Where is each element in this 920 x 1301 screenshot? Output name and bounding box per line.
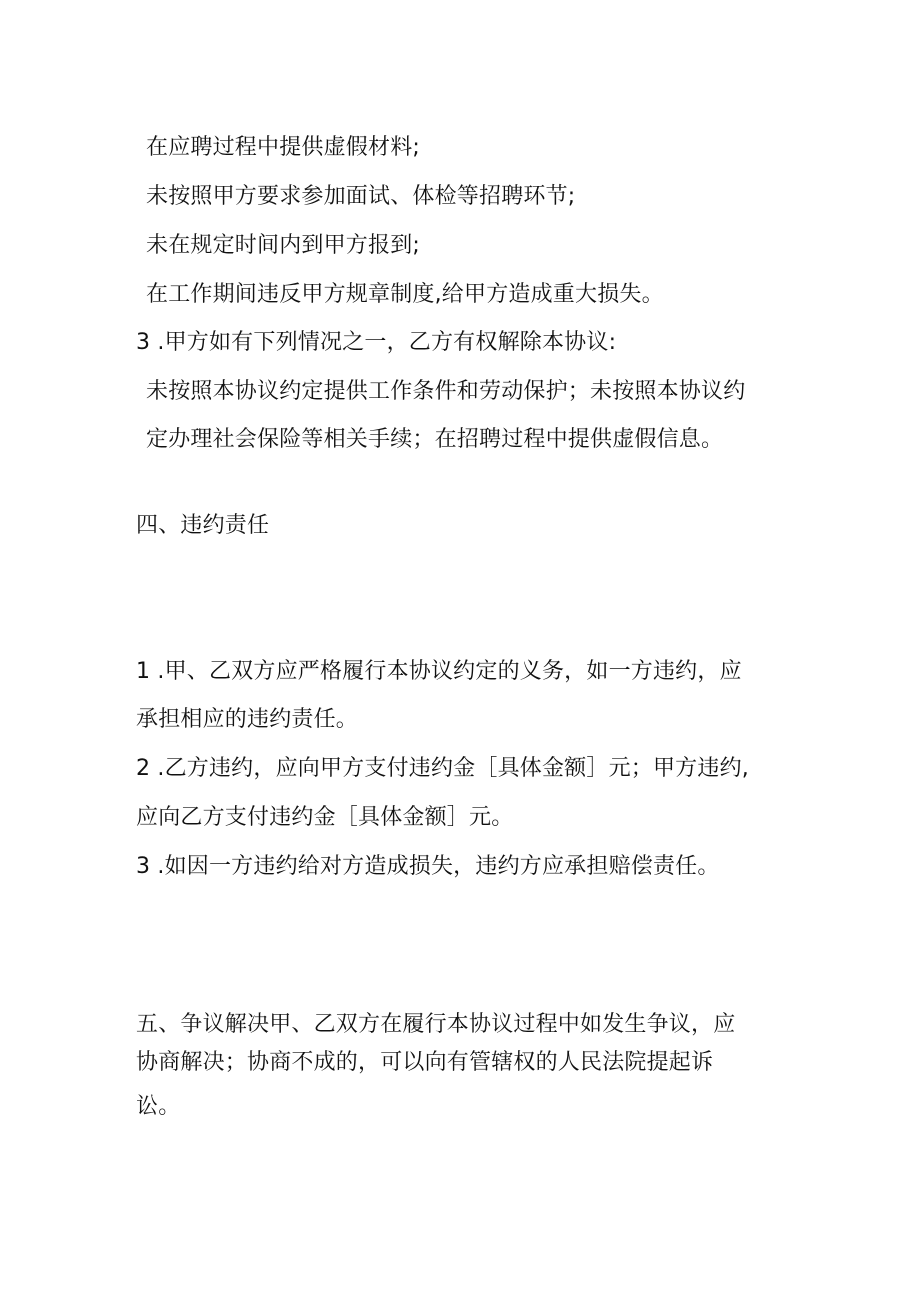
section-5-line-2: 协商解决；协商不成的，可以向有管辖权的人民法院提起诉 [136,1050,714,1075]
section-4-item-2-line-1: 2 .乙方违约，应向甲方支付违约金［具体金额］元；甲方违约, [136,756,749,781]
section-4-item-2-line-2: 应向乙方支付违约金［具体金额］元。 [136,805,514,830]
section-4-title: 四、违约责任 [136,513,270,538]
section-5-line-1: 五、争议解决甲、乙双方在履行本协议过程中如发生争议，应 [136,1012,736,1037]
termination-reason-violation: 在工作期间违反甲方规章制度,给甲方造成重大损失。 [146,282,664,307]
section-4-item-1-line-1: 1 .甲、乙双方应严格履行本协议约定的义务，如一方违约，应 [136,659,742,684]
clause-3-body-line-1: 未按照本协议约定提供工作条件和劳动保护；未按照本协议约 [146,379,746,404]
termination-reason-late-report: 未在规定时间内到甲方报到; [146,233,421,258]
termination-reason-skip-interview: 未按照甲方要求参加面试、体检等招聘环节; [146,184,576,209]
clause-3-heading: 3 .甲方如有下列情况之一，乙方有权解除本协议: [136,330,617,355]
section-4-item-3-line-1: 3 .如因一方违约给对方造成损失，违约方应承担赔偿责任。 [136,854,720,879]
clause-3-body-line-2: 定办理社会保险等相关手续；在招聘过程中提供虚假信息。 [146,427,724,452]
section-4-item-1-line-2: 承担相应的违约责任。 [136,707,359,732]
termination-reason-false-materials: 在应聘过程中提供虚假材料; [146,135,421,160]
section-5-line-3: 讼。 [136,1094,181,1119]
